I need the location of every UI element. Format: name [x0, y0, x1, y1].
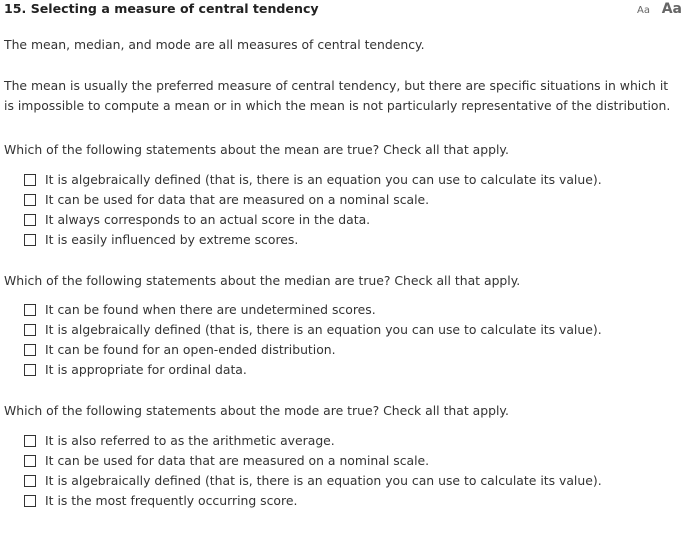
mode-option-4-checkbox[interactable]: [24, 495, 36, 507]
median-option-4-label[interactable]: It is appropriate for ordinal data.: [45, 362, 247, 377]
mode-option-4-label[interactable]: It is the most frequently occurring score.: [45, 493, 298, 508]
mode-question-prompt: Which of the following statements about the mode are true? Check all that apply.: [4, 403, 509, 418]
mean-option-1[interactable]: [24, 170, 674, 190]
median-option-4-checkbox[interactable]: [24, 364, 36, 376]
mean-option-3-checkbox[interactable]: [24, 214, 36, 226]
mean-option-4-label[interactable]: It is easily influenced by extreme scores.: [45, 232, 299, 247]
mode-option-3-checkbox[interactable]: [24, 475, 36, 487]
mode-option-3[interactable]: [24, 471, 674, 491]
median-option-1[interactable]: [24, 300, 674, 320]
mean-question-prompt: Which of the following statements about the mean are true? Check all that apply.: [4, 142, 509, 157]
median-option-2-checkbox[interactable]: [24, 324, 36, 336]
median-option-2-label[interactable]: It is algebraically defined (that is, there is an equation you can use to calculate its value).: [45, 322, 602, 337]
median-option-3-checkbox[interactable]: [24, 344, 36, 356]
decrease-font-size-button[interactable]: Aa: [637, 5, 650, 16]
mean-options-list: [24, 170, 674, 250]
mode-option-2-checkbox[interactable]: [24, 455, 36, 467]
intro-paragraph-2: The mean is usually the preferred measure of central tendency, but there are specific situations in which it is impossible to compute a mean or in which the mean is not particularly representative of the distribution.: [4, 78, 671, 113]
increase-font-size-button[interactable]: Aa: [661, 1, 682, 17]
median-option-3-label[interactable]: It can be found for an open-ended distribution.: [45, 342, 336, 357]
mode-options-list: [24, 431, 674, 511]
mode-option-1-checkbox[interactable]: [24, 435, 36, 447]
intro-paragraph-1: The mean, median, and mode are all measures of central tendency.: [4, 37, 425, 52]
mean-option-2-label[interactable]: It can be used for data that are measured on a nominal scale.: [45, 192, 430, 207]
mean-option-4-checkbox[interactable]: [24, 234, 36, 246]
mode-option-4[interactable]: [24, 491, 674, 511]
median-option-4[interactable]: [24, 360, 674, 380]
median-option-1-label[interactable]: It can be found when there are undetermined scores.: [45, 302, 376, 317]
mean-option-1-checkbox[interactable]: [24, 174, 36, 186]
mean-option-3[interactable]: [24, 210, 674, 230]
mean-option-2[interactable]: [24, 190, 674, 210]
median-option-3[interactable]: [24, 340, 674, 360]
mode-option-1[interactable]: [24, 431, 674, 451]
median-option-1-checkbox[interactable]: [24, 304, 36, 316]
mean-option-4[interactable]: [24, 230, 674, 250]
median-question-prompt: Which of the following statements about the median are true? Check all that apply.: [4, 273, 521, 288]
mode-option-2-label[interactable]: It can be used for data that are measured on a nominal scale.: [45, 453, 430, 468]
mean-option-1-label[interactable]: It is algebraically defined (that is, there is an equation you can use to calculate its value).: [45, 172, 602, 187]
median-options-list: [24, 300, 674, 380]
question-title: 15. Selecting a measure of central tendency: [4, 1, 319, 16]
question-header: [4, 1, 684, 19]
mode-option-2[interactable]: [24, 451, 674, 471]
mean-option-2-checkbox[interactable]: [24, 194, 36, 206]
mean-option-3-label[interactable]: It always corresponds to an actual score in the data.: [45, 212, 371, 227]
mode-option-1-label[interactable]: It is also referred to as the arithmetic average.: [45, 433, 335, 448]
median-option-2[interactable]: [24, 320, 674, 340]
mode-option-3-label[interactable]: It is algebraically defined (that is, there is an equation you can use to calculate its value).: [45, 473, 602, 488]
